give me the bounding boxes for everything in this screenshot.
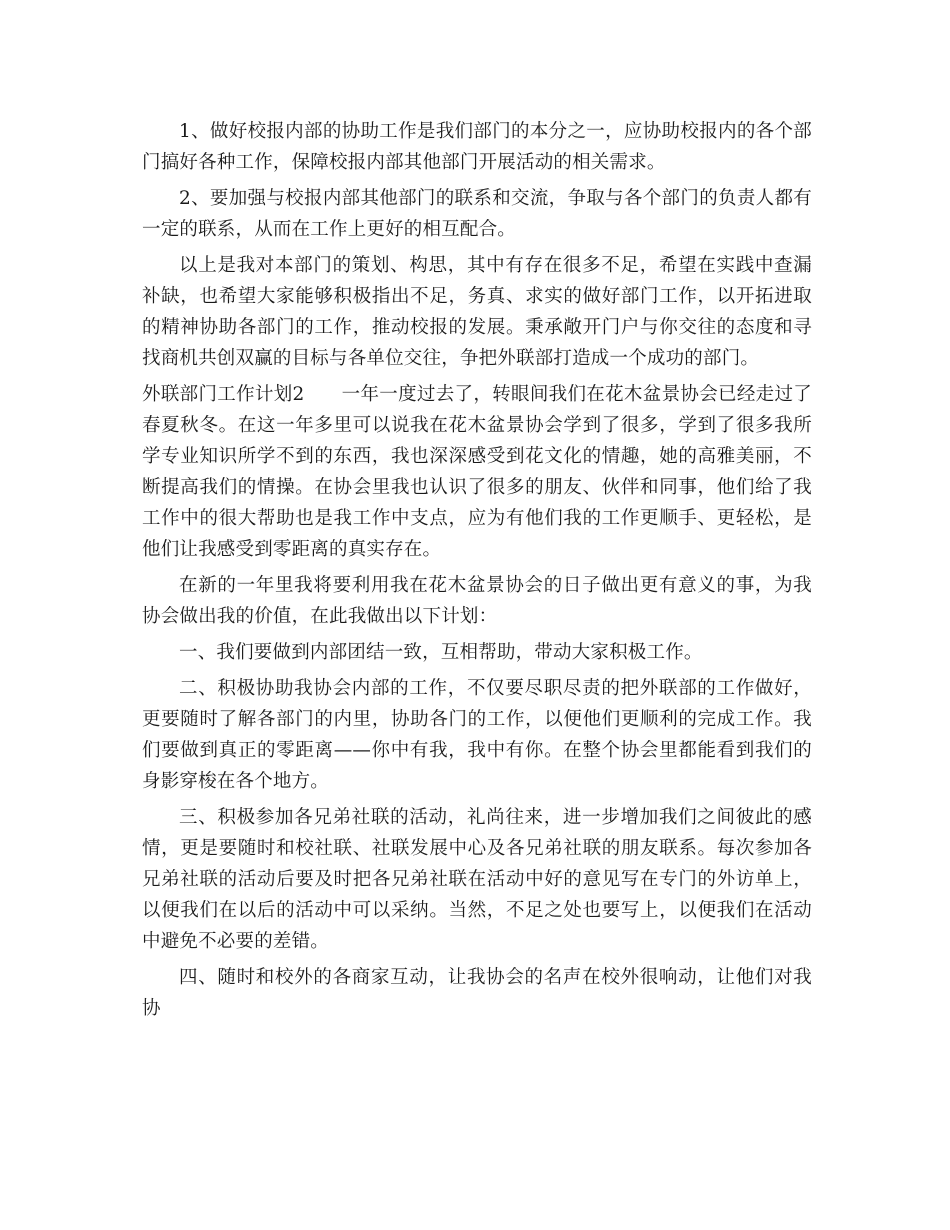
paragraph-1: 1、做好校报内部的协助工作是我们部门的本分之一，应协助校报内的各个部门搞好各种工作，保障校报内部其他部门开展活动的相关需求。 [142, 121, 812, 173]
paragraph-8: 四、随时和校外的各商家互动，让我协会的名声在校外很响动，让他们对我协 [142, 967, 812, 1019]
section-title: 外联部门工作计划2 [142, 384, 305, 405]
document-page [142, 116, 812, 1029]
paragraph-6: 二、积极协助我协会内部的工作，不仅要尽职尽责的把外联部的工作做好，更要随时了解各部门的内里，协助各门的工作，以便他们更顺利的完成工作。我们要做到真正的零距离——你中有我，我中有你。在整个协会里都能看到我们的身影穿梭在各个地方。 [142, 678, 812, 792]
paragraph-4: 在新的一年里我将要利用我在花木盆景协会的日子做出更有意义的事，为我协会做出我的价值，在此我做出以下计划： [142, 575, 812, 627]
paragraph-5: 一、我们要做到内部团结一致，互相帮助，带动大家积极工作。 [179, 642, 703, 663]
paragraph-7: 三、积极参加各兄弟社联的活动，礼尚往来，进一步增加我们之间彼此的感情，更是要随时和校社联、社联发展中心及各兄弟社联的朋友联系。每次参加各兄弟社联的活动后要及时把各兄弟社联在活动中好的意见写在专门的外访单上，以便我们在以后的活动中可以采纳。当然，不足之处也要写上，以便我们在活动中避免不必要的差错。 [142, 807, 812, 952]
section-paragraph [142, 379, 812, 565]
section-intro: 一年一度过去了，转眼间我们在花木盆景协会已经走过了春夏秋冬。在这一年多里可以说我在花木盆景协会学到了很多，学到了很多我所学专业知识所学不到的东西，我也深深感受到花文化的情趣，她的高雅美丽，不断提高我们的情操。在协会里我也认识了很多的朋友、伙伴和同事，他们给了我工作中的很大帮助也是我工作中支点，应为有他们我的工作更顺手、更轻松，是他们让我感受到零距离的真实存在。 [142, 384, 812, 560]
paragraph-2: 2、要加强与校报内部其他部门的联系和交流，争取与各个部门的负责人都有一定的联系，从而在工作上更好的相互配合。 [142, 188, 812, 240]
paragraph-3: 以上是我对本部门的策划、构思，其中有存在很多不足，希望在实践中查漏补缺，也希望大家能够积极指出不足，务真、求实的做好部门工作，以开拓进取的精神协助各部门的工作，推动校报的发展。秉承敞开门户与你交往的态度和寻找商机共创双赢的目标与各单位交往，争把外联部打造成一个成功的部门。 [142, 255, 812, 369]
